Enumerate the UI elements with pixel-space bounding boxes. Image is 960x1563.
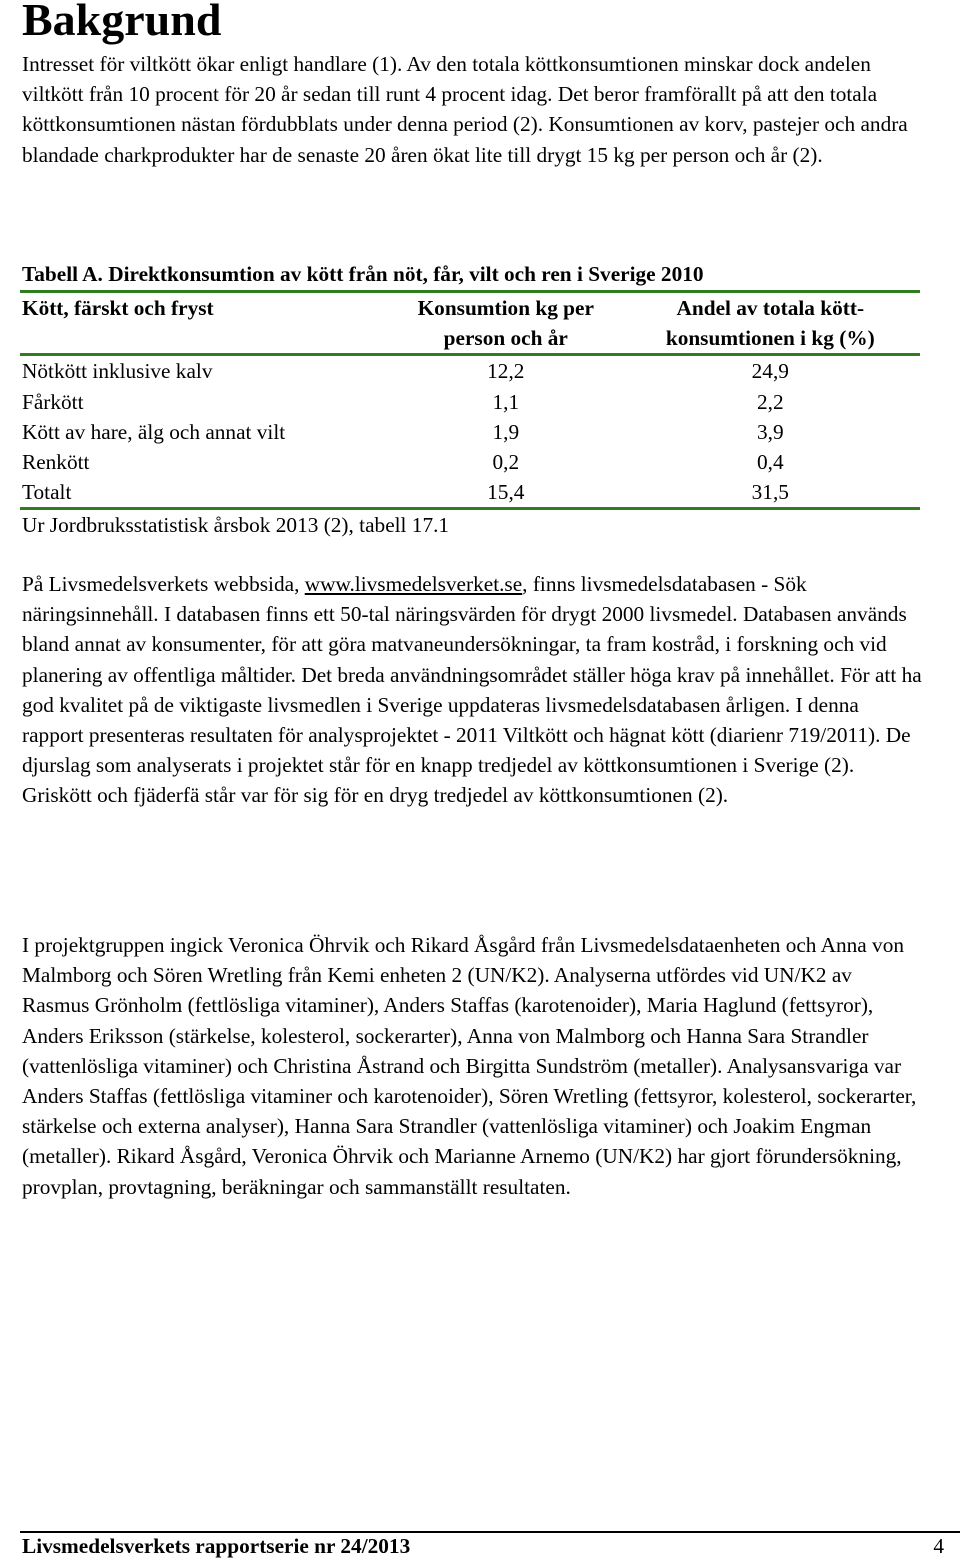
table-cell: 1,9 — [492, 419, 520, 444]
table-row — [20, 387, 920, 417]
paragraph-text: På Livsmedelsverkets webbsida, — [22, 572, 305, 596]
meat-consumption-table — [20, 290, 920, 541]
footer-series: Livsmedelsverkets rapportserie nr 24/2013 — [22, 1534, 411, 1558]
project-group-paragraph: I projektgruppen ingick Veronica Öhrvik och Rikard Åsgård från Livsmedelsdataenheten och Anna von Malmborg och Sören Wretling från Kemi enheten 2 (UN/K2). Analyserna utfördes vid UN/K2 av Rasmus Grönholm (fettlösliga vitaminer), Anders Staffas (karotenoider), Maria Haglund (fettsyror), Anders Eriksson (stärkelse, kolesterol, sockerarter), Anna von Malmborg och Hanna Sara Strandler (vattenlösliga vitaminer) och Christina Åstrand och Birgitta Sundström (metaller). Analysansvariga var Anders Staffas (fettlösliga vitaminer och karotenoider), Sören Wretling (fettsyror, kolesterol, sockerarter, stärkelse och externa analyser), Hanna Sara Strandler (vattenlösliga vitaminer) och Joakim Engman (metaller). Rikard Åsgård, Veronica Öhrvik och Marianne Arnemo (UN/K2) har gjort förundersökning, provplan, provtagning, beräkningar och sammanställt resultaten. — [22, 933, 917, 1199]
table-row — [20, 355, 920, 387]
table-row — [20, 447, 920, 477]
website-link[interactable]: www.livsmedelsverket.se — [304, 572, 523, 596]
database-paragraph — [22, 569, 922, 811]
table-cell: 15,4 — [487, 480, 525, 505]
table-cell: 31,5 — [751, 480, 789, 505]
table-header-row — [20, 292, 920, 355]
table-row-total — [20, 477, 920, 509]
intro-paragraph: Intresset för viltkött ökar enligt handlare (1). Av den totala köttkonsumtionen minskar dock andelen viltkött från 10 procent för 20 år sedan till runt 4 procent idag. Det beror framförallt på att den totala köttkonsumtionen nästan fördubblats under denna period (2). Konsumtionen av korv, pastejer och andra blandade charkprodukter har de senaste 20 åren ökat lite till drygt 15 kg per person och år (2). — [22, 52, 908, 167]
table-source-row — [20, 509, 920, 541]
table-cell: Fårkött — [22, 389, 84, 414]
table-cell: 0,2 — [492, 450, 520, 475]
column-header-share: Andel av totala kött-konsumtionen i kg (%) — [665, 296, 875, 351]
table-cell: Totalt — [22, 480, 72, 505]
table-cell: 1,1 — [492, 389, 520, 414]
column-header-consumption: Konsumtion kg per person och år — [417, 296, 594, 351]
table-source: Ur Jordbruksstatistisk årsbok 2013 (2), tabell 17.1 — [22, 513, 450, 538]
page-number: 4 — [933, 1534, 944, 1558]
table-row — [20, 417, 920, 447]
table-caption: Tabell A. Direktkonsumtion av kött från nöt, får, vilt och ren i Sverige 2010 — [22, 262, 704, 286]
table-cell: 12,2 — [487, 359, 525, 384]
paragraph-text: , finns livsmedelsdatabasen - Sök näringsinnehåll. I databasen finns ett 50-tal näringsvärden för drygt 2000 livsmedel. Databasen används bland annat av konsumenter, för att göra matvaneundersökningar, ta fram kostråd, i forskning och vid planering av offentliga måltider. Det breda användningsområdet ställer höga krav på innehållet. För att ha god kvalitet på de viktigaste livsmedlen i Sverige uppdateras livsmedelsdatabasen årligen. I denna rapport presenteras resultaten för analysprojektet - 2011 Viltkött och hägnat kött (diarienr 719/2011). De djurslag som analyserats i projektet står för en knapp tredjedel av köttkonsumtionen i Sverige (2). Griskött och fjäderfä står var för sig för en dryg tredjedel av köttkonsumtionen (2). — [22, 572, 922, 808]
table-cell: 0,4 — [756, 450, 784, 475]
table-cell: Kött av hare, älg och annat vilt — [22, 419, 286, 444]
table-cell: Nötkött inklusive kalv — [22, 359, 213, 384]
table-cell: 3,9 — [756, 419, 784, 444]
table-cell: Renkött — [22, 450, 90, 475]
table-cell: 2,2 — [756, 389, 784, 414]
section-heading: Bakgrund — [22, 0, 222, 45]
table-cell: 24,9 — [751, 359, 789, 384]
column-header-meat: Kött, färskt och fryst — [22, 296, 214, 320]
